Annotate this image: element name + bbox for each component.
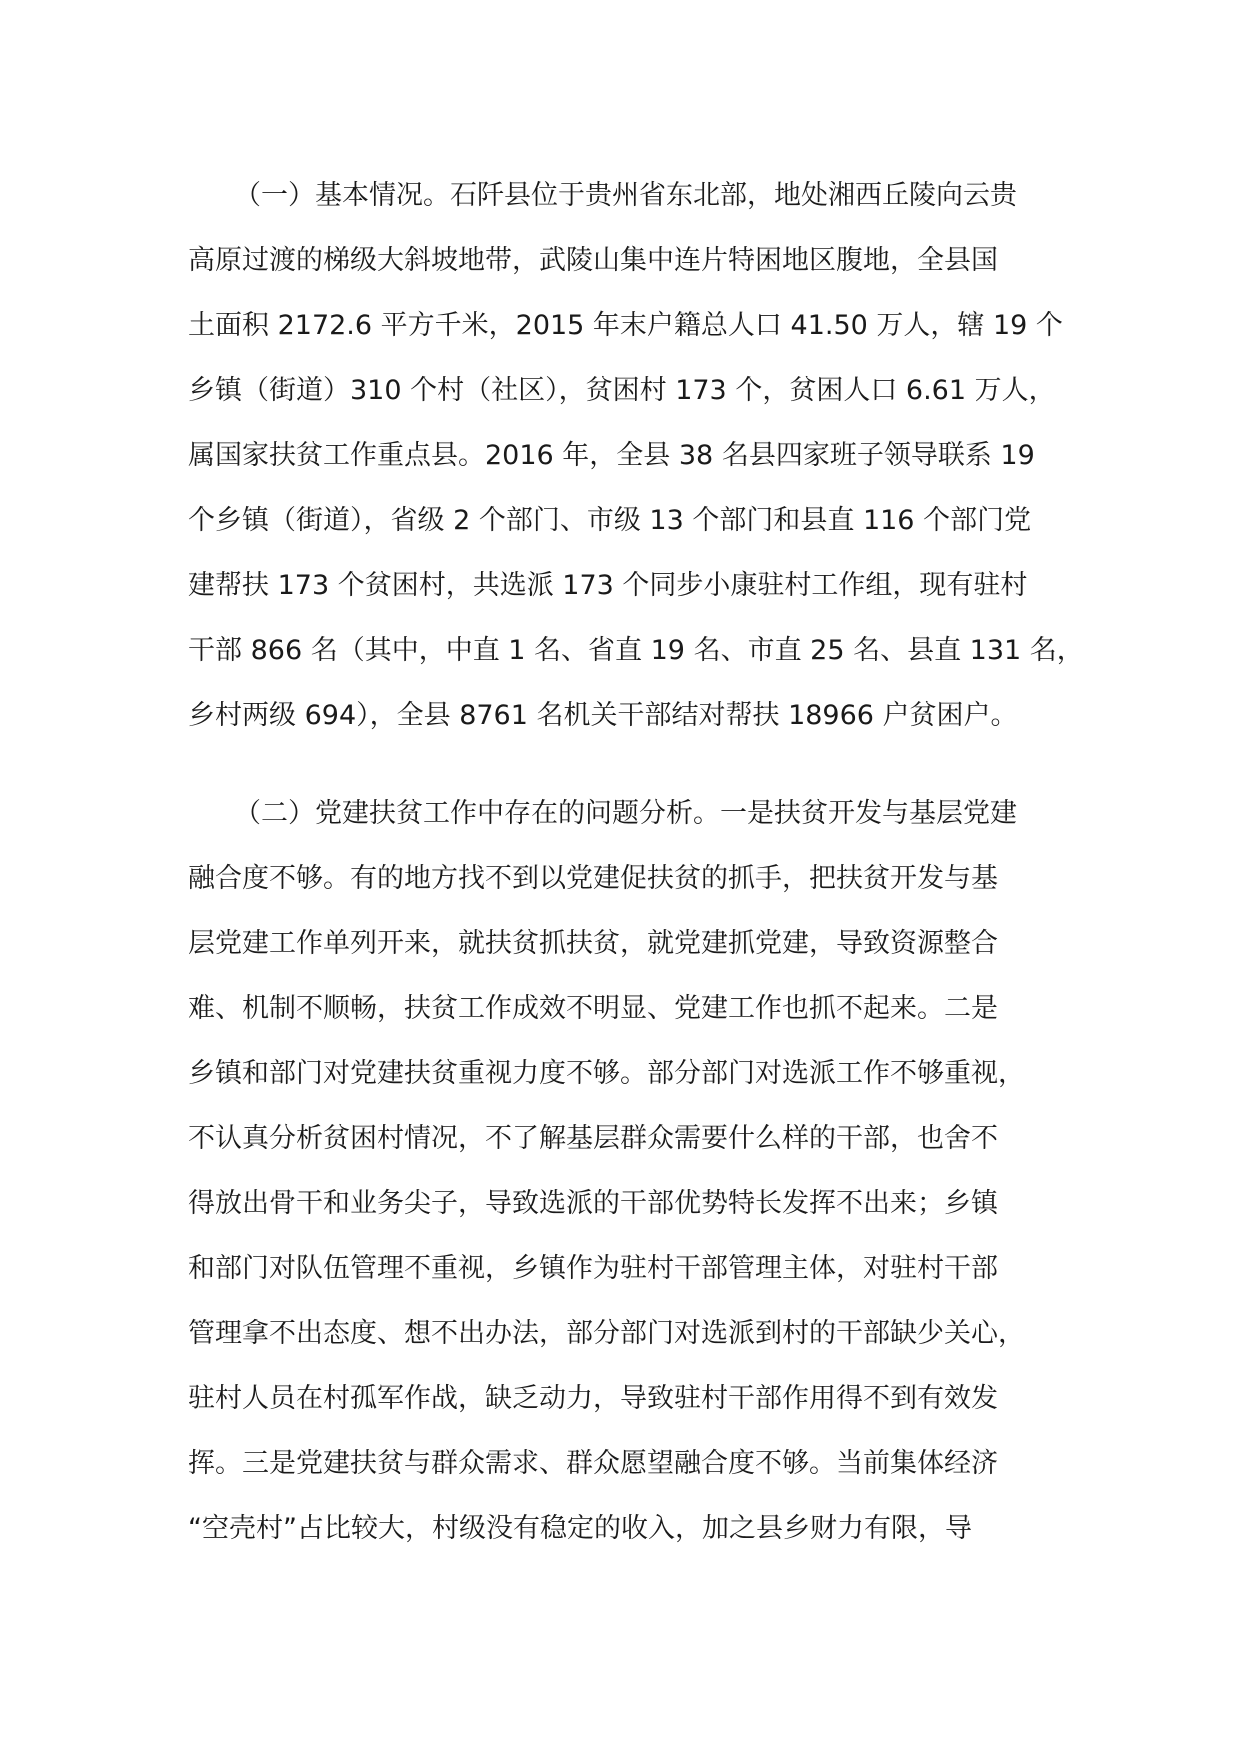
text-line: 融合度不够。有的地方找不到以党建促扶贫的抓手，把扶贫开发与基 — [188, 863, 998, 894]
text-line: 乡镇和部门对党建扶贫重视力度不够。部分部门对选派工作不够重视， — [188, 1058, 1025, 1089]
paragraph-basic-situation — [188, 163, 1084, 748]
text-line: 高原过渡的梯级大斜坡地带，武陵山集中连片特困地区腹地，全县国 — [188, 245, 998, 276]
text-line: 和部门对队伍管理不重视，乡镇作为驻村干部管理主体，对驻村干部 — [188, 1253, 998, 1284]
text-line: “空壳村”占比较大，村级没有稳定的收入，加之县乡财力有限，导 — [188, 1513, 972, 1544]
text-line: 不认真分析贫困村情况，不了解基层群众需要什么样的干部，也舍不 — [188, 1123, 998, 1154]
text-line: 难、机制不顺畅，扶贫工作成效不明显、党建工作也抓不起来。二是 — [188, 993, 998, 1024]
text-line: 属国家扶贫工作重点县。2016 年，全县 38 名县四家班子领导联系 19 — [188, 440, 1035, 471]
text-line: 挥。三是党建扶贫与群众需求、群众愿望融合度不够。当前集体经济 — [188, 1448, 998, 1479]
text-line: 干部 866 名（其中，中直 1 名、省直 19 名、市直 25 名、县直 131 名， — [188, 635, 1084, 666]
text-line: 建帮扶 173 个贫困村，共选派 173 个同步小康驻村工作组，现有驻村 — [188, 570, 1028, 601]
text-line: 层党建工作单列开来，就扶贫抓扶贫，就党建抓党建，导致资源整合 — [188, 928, 998, 959]
text-line: 得放出骨干和业务尖子，导致选派的干部优势特长发挥不出来；乡镇 — [188, 1188, 998, 1219]
text-line: 个乡镇（街道），省级 2 个部门、市级 13 个部门和县直 116 个部门党 — [188, 505, 1032, 536]
text-line: 驻村人员在村孤军作战，缺乏动力，导致驻村干部作用得不到有效发 — [188, 1383, 998, 1414]
text-line: 管理拿不出态度、想不出办法，部分部门对选派到村的干部缺少关心， — [188, 1318, 1025, 1349]
paragraph-problem-analysis — [188, 781, 1068, 1561]
text-line: 土面积 2172.6 平方千米，2015 年末户籍总人口 41.50 万人，辖 19 个 — [188, 310, 1063, 341]
text-line: （一）基本情况。石阡县位于贵州省东北部，地处湘西丘陵向云贵 — [234, 180, 1017, 211]
text-line: （二）党建扶贫工作中存在的问题分析。一是扶贫开发与基层党建 — [234, 798, 1017, 829]
text-line: 乡镇（街道）310 个村（社区），贫困村 173 个，贫困人口 6.61 万人， — [188, 375, 1056, 406]
text-line: 乡村两级 694），全县 8761 名机关干部结对帮扶 18966 户贫困户。 — [188, 700, 1018, 731]
